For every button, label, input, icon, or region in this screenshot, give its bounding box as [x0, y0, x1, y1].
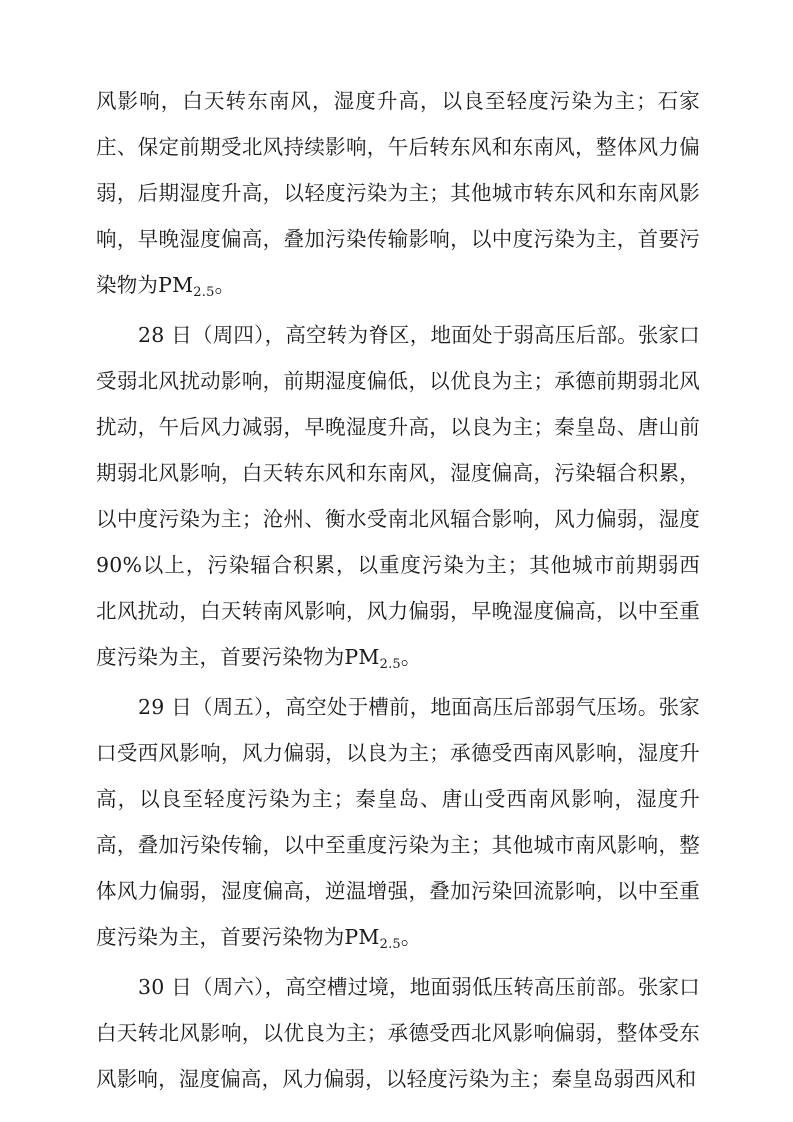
paragraph-2-text: 28 日（周四），高空转为脊区，地面处于弱高压后部。张家口受弱北风扰动影响，前期湿度偏低，以优良为主；承德前期弱北风扰动，午后风力减弱，早晚湿度升高，以良为主；秦皇岛、唐山前期弱北风影响，白天转东风和东南风，湿度偏高，污染辐合积累，以中度污染为主；沧州、衡水受南北风辐合影响，风力偏弱，湿度90%以上，污染辐合积累，以重度污染为主；其他城市前期弱西北风扰动，白天转南风影响，风力偏弱，早晚湿度偏高，以中至重度污染为主，首要污染物为PM	[96, 323, 700, 669]
paragraph-1	[96, 78, 700, 312]
paragraph-4	[96, 964, 700, 1106]
paragraph-2-subscript: 2.5	[379, 657, 401, 672]
paragraph-1-text: 风影响，白天转东南风，湿度升高，以良至轻度污染为主；石家庄、保定前期受北风持续影响，午后转东风和东南风，整体风力偏弱，后期湿度升高，以轻度污染为主；其他城市转东风和东南风影响，早晚湿度偏高，叠加污染传输影响，以中度污染为主，首要污染物为PM	[96, 89, 700, 297]
paragraph-3-subscript: 2.5	[379, 937, 401, 952]
paragraph-3-text: 29 日（周五），高空处于槽前，地面高压后部弱气压场。张家口受西风影响，风力偏弱，以良为主；承德受西南风影响，湿度升高，以良至轻度污染为主；秦皇岛、唐山受西南风影响，湿度升高，叠加污染传输，以中至重度污染为主；其他城市南风影响，整体风力偏弱，湿度偏高，逆温增强，叠加污染回流影响，以中至重度污染为主，首要污染物为PM	[96, 695, 700, 949]
paragraph-3-tail: 。	[400, 925, 422, 949]
paragraph-1-subscript: 2.5	[193, 285, 215, 300]
paragraph-1-tail: 。	[214, 273, 236, 297]
paragraph-2	[96, 312, 700, 684]
paragraph-4-text: 30 日（周六），高空槽过境，地面弱低压转高压前部。张家口白天转北风影响，以优良为主；承德受西北风影响偏弱，整体受东风影响，湿度偏高，风力偏弱，以轻度污染为主；秦皇岛弱西风和	[96, 975, 700, 1091]
document-body	[96, 78, 700, 1106]
paragraph-2-tail: 。	[400, 645, 422, 669]
paragraph-3	[96, 684, 700, 964]
